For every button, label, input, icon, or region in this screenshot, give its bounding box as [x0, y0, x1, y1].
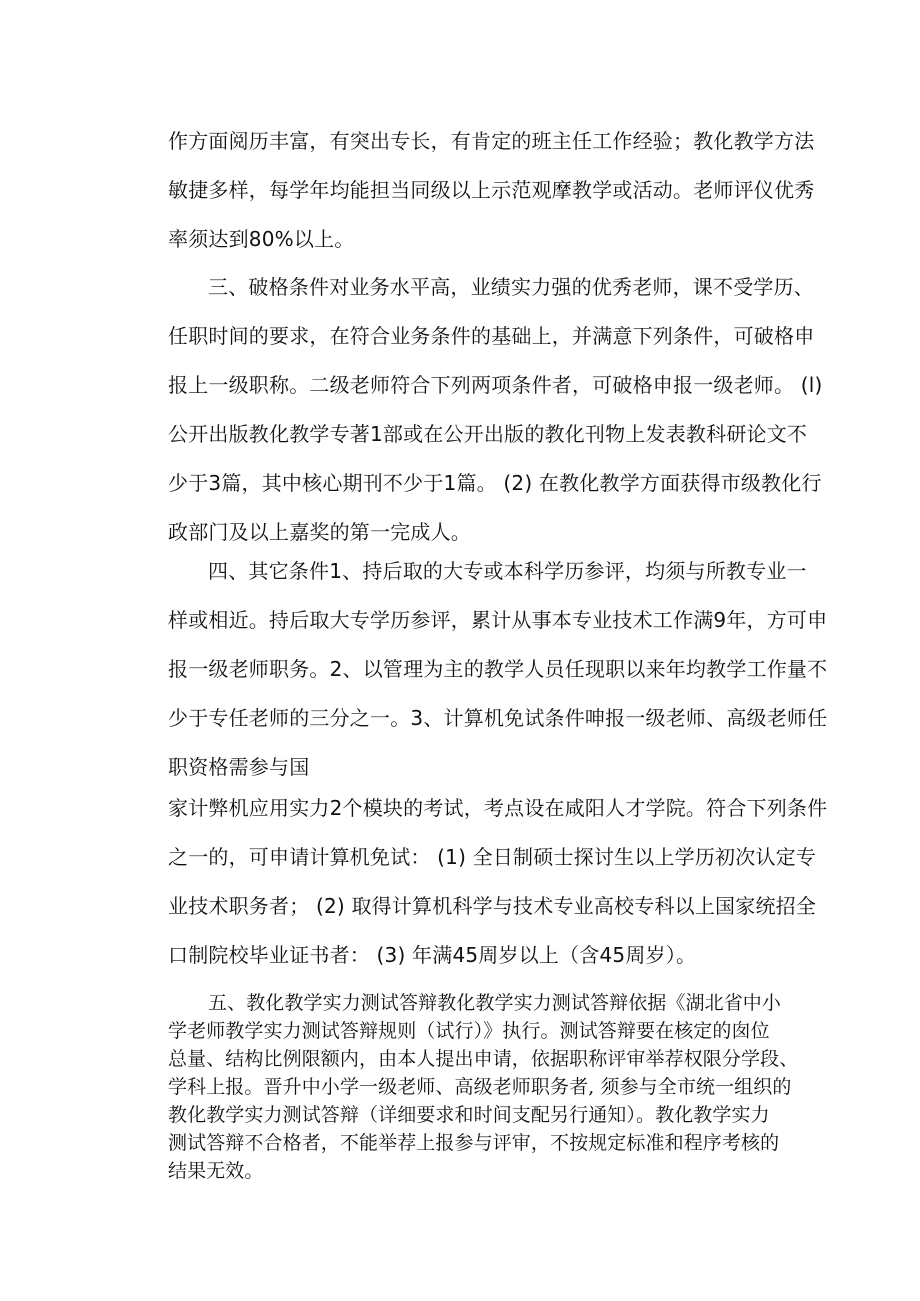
text-line: 学科上报。晋升中小学一级老师、高级老师职务者, 须参与全市统一组织的 — [168, 1076, 792, 1098]
paragraph-continued — [168, 117, 815, 264]
text-line: 结果无效。 — [168, 1160, 264, 1182]
text-line: 报上一级职称。二级老师符合下列两项条件者，可破格申报一级老师。 (l) — [168, 373, 823, 397]
text-line: 敏捷多样，每学年均能担当同级以上示范观摩教学或活动。老师评仪优秀 — [168, 178, 815, 202]
text-line: 业技术职务者； (2) 取得计算机科学与技术专业高校专科以上国家统招全 — [168, 894, 817, 918]
text-line: 总量、结构比例限额内，由本人提出申请，依据职称评审举荐权限分学段、 — [168, 1048, 799, 1070]
text-line: 职资格需参与国 — [168, 755, 310, 779]
text-line: 作方面阅历丰富，有突出专长，有肯定的班主任工作经验；教化教学方法 — [168, 129, 815, 153]
text-line: 五、教化教学实力测试答辩教化教学实力测试答辩依据《湖北省中小 — [208, 992, 782, 1014]
paragraph-section-four — [168, 547, 828, 792]
text-line: 测试答辩不合格者，不能举荐上报参与评审，不按规定标准和程序考核的 — [168, 1132, 780, 1154]
text-line: 率须达到80%以上。 — [168, 227, 355, 251]
text-line: 少于专任老师的三分之一。3、计算机免试条件呻报一级老师、高级老师任 — [168, 706, 828, 730]
paragraph-section-three — [168, 263, 823, 557]
text-line: 口制院校毕业证书者： (3) 年满45周岁以上（含45周岁）。 — [168, 943, 697, 967]
text-line: 三、破格条件对业务水平高，业绩实力强的优秀老师，课不受学历、 — [208, 275, 814, 299]
text-line: 学老师教学实力测试答辩规则（试行）》执行。测试答辩要在核定的囱位 — [168, 1020, 770, 1042]
text-line: 任职时间的要求，在符合业务条件的基础上，并满意下列条件，可破格申 — [168, 324, 815, 348]
text-line: 公开出版教化教学专著1部或在公开出版的教化刊物上发表教科研论文不 — [168, 422, 808, 446]
text-line: 少于3篇，其中核心期刊不少于1篇。 (2) 在教化教学方面获得市级教化行 — [168, 471, 822, 495]
text-line: 报一级老师职务。2、以管理为主的教学人员任现职以来年均教学工作量不 — [168, 657, 828, 681]
text-line: 样或相近。持后取大专学历参评，累计从事本专业技术工作满9年，方可申 — [168, 608, 828, 632]
text-line: 政部门及以上嘉奖的第一完成人。 — [168, 520, 471, 544]
paragraph-section-five — [168, 989, 799, 1185]
text-line: 之一的，可申请计算机免试： (1) 全日制硕士探讨生以上学历初次认定专 — [168, 845, 817, 869]
text-line: 家计弊机应用实力2个模块的考试，考点设在咸阳人才学院。符合下列条件 — [168, 796, 828, 820]
paragraph-section-four-continued — [168, 784, 828, 980]
text-line: 教化教学实力测试答辩（详细要求和时间支配另行通知）。教化教学实力 — [168, 1104, 770, 1126]
text-line: 四、其它条件1、持后取的大专或本科学历参评，均须与所教专业一 — [208, 559, 807, 583]
